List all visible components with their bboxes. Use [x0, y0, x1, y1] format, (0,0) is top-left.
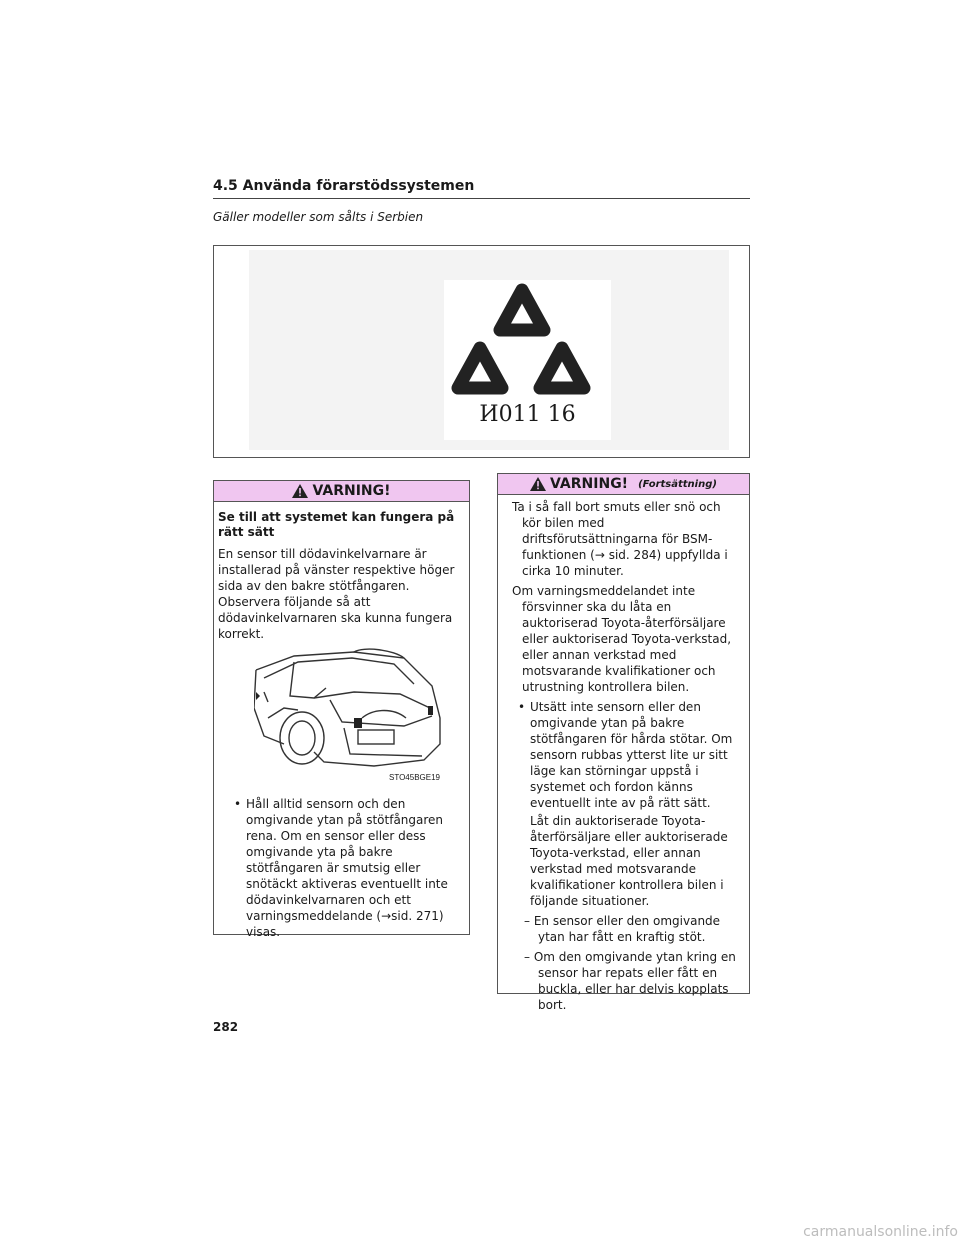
bullet-text: Utsätt inte sensorn eller den omgivande ytan på bakre stötfångaren för hårda stötar. Om sensorn rubbas ytterst lite ur sitt läge kan störningar uppstå i systemet och fordon känns eventuellt inte av på rätt sätt.: [530, 700, 733, 810]
approval-sign-figure: [213, 245, 750, 458]
warning-triangle-icon: [530, 477, 546, 491]
warning-box-left: [213, 480, 470, 939]
applies-to-note: Gäller modeller som sålts i Serbien: [213, 210, 424, 224]
dash-item: – En sensor eller den omgivande ytan har fått en kraftig stöt.: [524, 914, 721, 944]
warning-paragraph: Ta i så fall bort smuts eller snö och kör bilen med driftsförutsättningarna för BSM-funktionen (→ sid. 284) uppfyllda i cirka 10 minuter.: [512, 500, 728, 578]
car-rear-icon: [254, 648, 454, 786]
warning-bullet: • Håll alltid sensorn och den omgivande ytan på stötfångaren rena. Om en sensor eller dess omgivande yta på bakre stötfångaren är smutsig eller snötäckt aktiveras eventuellt inte dödavinkelvarnaren och ett varningsmeddelande (→sid. 271) visas.: [234, 797, 448, 939]
figure-background: [249, 250, 729, 450]
page-number: 282: [213, 1020, 239, 1034]
warning-header: [214, 481, 469, 502]
warning-bullet: • Utsätt inte sensorn eller den omgivande ytan på bakre stötfångaren för hårda stötar. Om sensorn rubbas ytterst lite ur sitt läge kan störningar uppstå i systemet och fordon känns eventuellt inte av på rätt sätt.: [518, 700, 733, 810]
car-rear-illustration: [254, 648, 454, 786]
warning-heading: VARNING!: [550, 476, 629, 492]
bullet-continuation: Låt din auktoriserade Toyota-återförsäljare eller auktoriserade Toyota-verkstad, eller annan verkstad med motsvarande kvalifikationer kontrollera bilen i följande situationer.: [530, 814, 728, 908]
warning-intro: En sensor till dödavinkelvarnare är installerad på vänster respektive höger sida av den bakre stötfångaren. Observera följande så att dödavinkelvarnaren ska kunna fungera korrekt.: [218, 547, 455, 641]
image-code: STO45BGE19: [389, 773, 440, 782]
dash-item: – Om den omgivande ytan kring en sensor har repats eller fått en buckla, eller har delvis kopplats bort.: [524, 950, 736, 1012]
section-header: 4.5 Använda förarstödssystemen: [213, 178, 750, 199]
warning-triangle-icon: [292, 484, 308, 498]
continued-label: (Fortsättning): [638, 478, 717, 490]
warning-paragraph: Om varningsmeddelandet inte försvinner ska du låta en auktoriserad Toyota-återförsäljare eller auktoriserad Toyota-verkstad, eller annan verkstad med motsvarande kvalifikationer och utrustning kontrollera bilen.: [512, 584, 732, 694]
watermark: carmanualsonline.info: [803, 1224, 958, 1240]
sign-code: И011 16: [479, 402, 576, 427]
warning-box-right: [497, 473, 750, 1012]
warning-header-continued: [498, 474, 749, 495]
approval-sign: [444, 280, 611, 440]
bullet-text: Håll alltid sensorn och den omgivande ytan på stötfångaren rena. Om en sensor eller dess omgivande yta på bakre stötfångaren är smutsig eller snötäckt aktiveras eventuellt inte dödavinkelvarnaren och ett varningsmeddelande (→sid. 271) visas.: [246, 797, 448, 939]
warning-title: Se till att systemet kan fungera på rätt sätt: [218, 510, 455, 539]
warning-heading: VARNING!: [312, 483, 391, 499]
